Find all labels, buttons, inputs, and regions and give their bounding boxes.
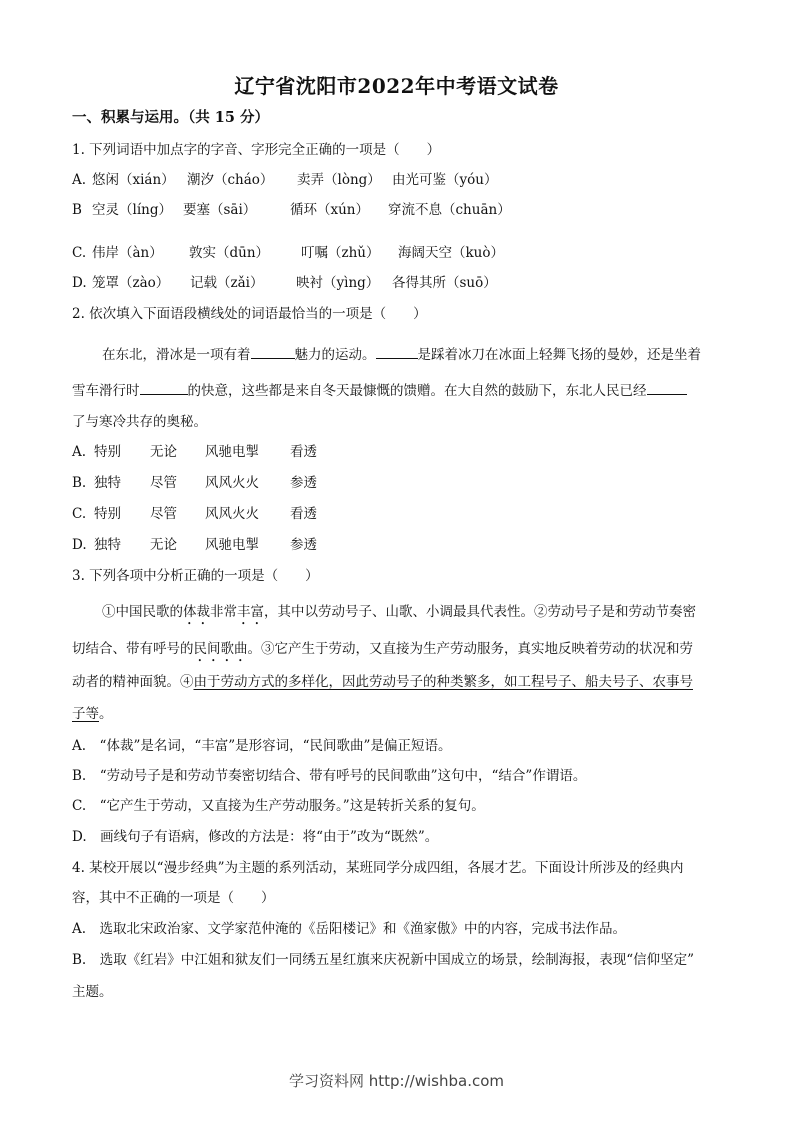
option-item: 海阔天空（kuò）: [398, 245, 505, 261]
option-item: 记载（zǎi）: [190, 275, 264, 291]
option-item: 无论: [150, 444, 177, 460]
q3-option-b: B. “劳动号子是和劳动节奏密切结合、带有呼号的民间歌曲”这句中，“结合”作谓语。: [72, 768, 587, 784]
passage-text: 魅力的运动。: [294, 347, 376, 363]
underlined-sentence: 子等: [72, 706, 99, 722]
q3-passage-line: [72, 640, 693, 665]
q1-option-d: [72, 274, 497, 292]
q2-option-b: [72, 474, 317, 492]
q3-option-c: C. “它产生于劳动，又直接为生产劳动服务。”这是转折关系的复句。: [72, 798, 485, 814]
q2-stem: 2. 依次填入下面语段横线处的词语最恰当的一项是（ ）: [72, 306, 427, 322]
option-label: C.: [72, 506, 87, 522]
option-label: D.: [72, 275, 87, 291]
fill-blank: [251, 344, 295, 359]
q4-stem-cont: 容，其中不正确的一项是（ ）: [72, 890, 275, 906]
option-item: 各得其所（suō）: [392, 275, 497, 291]
option-item: 悠闲（xián）: [92, 172, 175, 188]
fill-blank: [647, 380, 687, 395]
section-heading: 一、积累与运用。（共 15 分）: [72, 109, 270, 126]
option-item: 笼罩（zào）: [92, 275, 170, 291]
option-label: B: [72, 202, 82, 218]
q4-stem: 4. 某校开展以“漫步经典”为主题的系列活动，某班同学分成四组，各展才艺。下面设计所涉及的经典内: [72, 860, 684, 876]
q4-option-b: B. 选取《红岩》中江姐和狱友们一同绣五星红旗来庆祝新中国成立的场景，绘制海报，表现“信仰坚定”: [72, 952, 695, 968]
passage-text: 。③它产生于劳动，又直接为生产劳动服务，真实地反映着劳动的状况和劳: [247, 641, 693, 657]
q2-passage-line: 了与寒冷共存的奥秘。: [72, 414, 207, 430]
passage-text: 切结合、带有呼号的: [72, 641, 194, 657]
q1-option-b: [72, 201, 511, 219]
option-item: 潮汐（cháo）: [187, 172, 274, 188]
passage-text: 在东北，滑冰是一项有着: [102, 347, 251, 363]
q4-option-b-cont: 主题。: [72, 984, 113, 1000]
option-item: 循环（xún）: [290, 202, 370, 218]
option-item: 特别: [94, 506, 121, 522]
option-item: 伟岸（àn）: [92, 245, 163, 261]
underlined-sentence: 由于劳动方式的多样化，因此劳动号子的种类繁多，如工程号子、船夫号子、农事号: [193, 674, 693, 690]
option-item: 要塞（sāi）: [183, 202, 257, 218]
option-item: 风驰电掣: [205, 537, 259, 553]
q3-option-d: D. 画线句子有语病，修改的方法是：将“由于”改为“既然”。: [72, 829, 439, 845]
page-title: 辽宁省沈阳市2022年中考语文试卷: [234, 74, 559, 98]
q2-option-a: [72, 443, 317, 461]
option-item: 看透: [290, 506, 317, 522]
q1-option-c: [72, 244, 505, 262]
q2-option-c: [72, 505, 317, 523]
option-item: 尽管: [150, 475, 177, 491]
q1-stem: 1. 下列词语中加点字的字音、字形完全正确的一项是（ ）: [72, 142, 441, 158]
option-label: D.: [72, 537, 87, 553]
q3-stem: 3. 下列各项中分析正确的一项是（ ）: [72, 568, 319, 584]
q3-option-a: A. “体裁”是名词，“丰富”是形容词，“民间歌曲”是偏正短语。: [72, 738, 452, 754]
q2-passage-line: [72, 380, 687, 400]
option-item: 风驰电掣: [205, 444, 259, 460]
q2-passage-line: [102, 344, 701, 364]
option-item: 由光可鉴（yóu）: [392, 172, 498, 188]
dotted-word: 民间歌曲: [193, 641, 248, 657]
option-item: 风风火火: [205, 475, 259, 491]
q2-option-d: [72, 536, 317, 554]
option-item: 风风火火: [205, 506, 259, 522]
fill-blank: [140, 380, 188, 395]
q4-option-a: A. 选取北宋政治家、文学家范仲淹的《岳阳楼记》和《渔家傲》中的内容，完成书法作品。: [72, 921, 627, 937]
passage-text: 雪车滑行时: [72, 383, 140, 399]
passage-text: 的快意，这些都是来自冬天最慷慨的馈赠。在大自然的鼓励下，东北人民已经: [187, 383, 647, 399]
option-item: 穿流不息（chuān）: [388, 202, 511, 218]
option-item: 无论: [150, 537, 177, 553]
passage-text: 是踩着冰刀在冰面上轻舞飞扬的曼妙，还是坐着: [417, 347, 701, 363]
option-item: 参透: [290, 475, 317, 491]
dotted-word: 体裁: [183, 604, 210, 620]
passage-text: 非常: [210, 604, 237, 620]
option-item: 参透: [290, 537, 317, 553]
q3-passage-line: [72, 705, 113, 723]
option-label: A.: [72, 172, 87, 188]
option-item: 卖弄（lòng）: [297, 172, 381, 188]
passage-text: 。: [99, 706, 113, 722]
footer-watermark: 学习资料网 http://wishba.com: [289, 1072, 504, 1090]
fill-blank: [376, 344, 418, 359]
passage-text: ，其中以劳动号子、山歌、小调最具代表性。②劳动号子是和劳动节奏密: [264, 604, 696, 620]
option-label: A.: [72, 444, 87, 460]
option-item: 敦实（dūn）: [189, 245, 270, 261]
option-label: B.: [72, 475, 87, 491]
option-item: 映衬（yìng）: [296, 275, 380, 291]
option-item: 叮嘱（zhǔ）: [301, 245, 380, 261]
dotted-word: 丰富: [237, 604, 264, 620]
q3-passage-line: [102, 603, 696, 628]
q1-option-a: [72, 171, 498, 189]
option-item: 独特: [94, 475, 121, 491]
option-item: 尽管: [150, 506, 177, 522]
passage-text: ①中国民歌的: [102, 604, 183, 620]
passage-text: 动者的精神面貌。④: [72, 674, 194, 690]
option-label: C.: [72, 245, 87, 261]
option-item: 看透: [290, 444, 317, 460]
option-item: 独特: [94, 537, 121, 553]
option-item: 特别: [94, 444, 121, 460]
option-item: 空灵（líng）: [92, 202, 172, 218]
q3-passage-line: [72, 673, 693, 691]
